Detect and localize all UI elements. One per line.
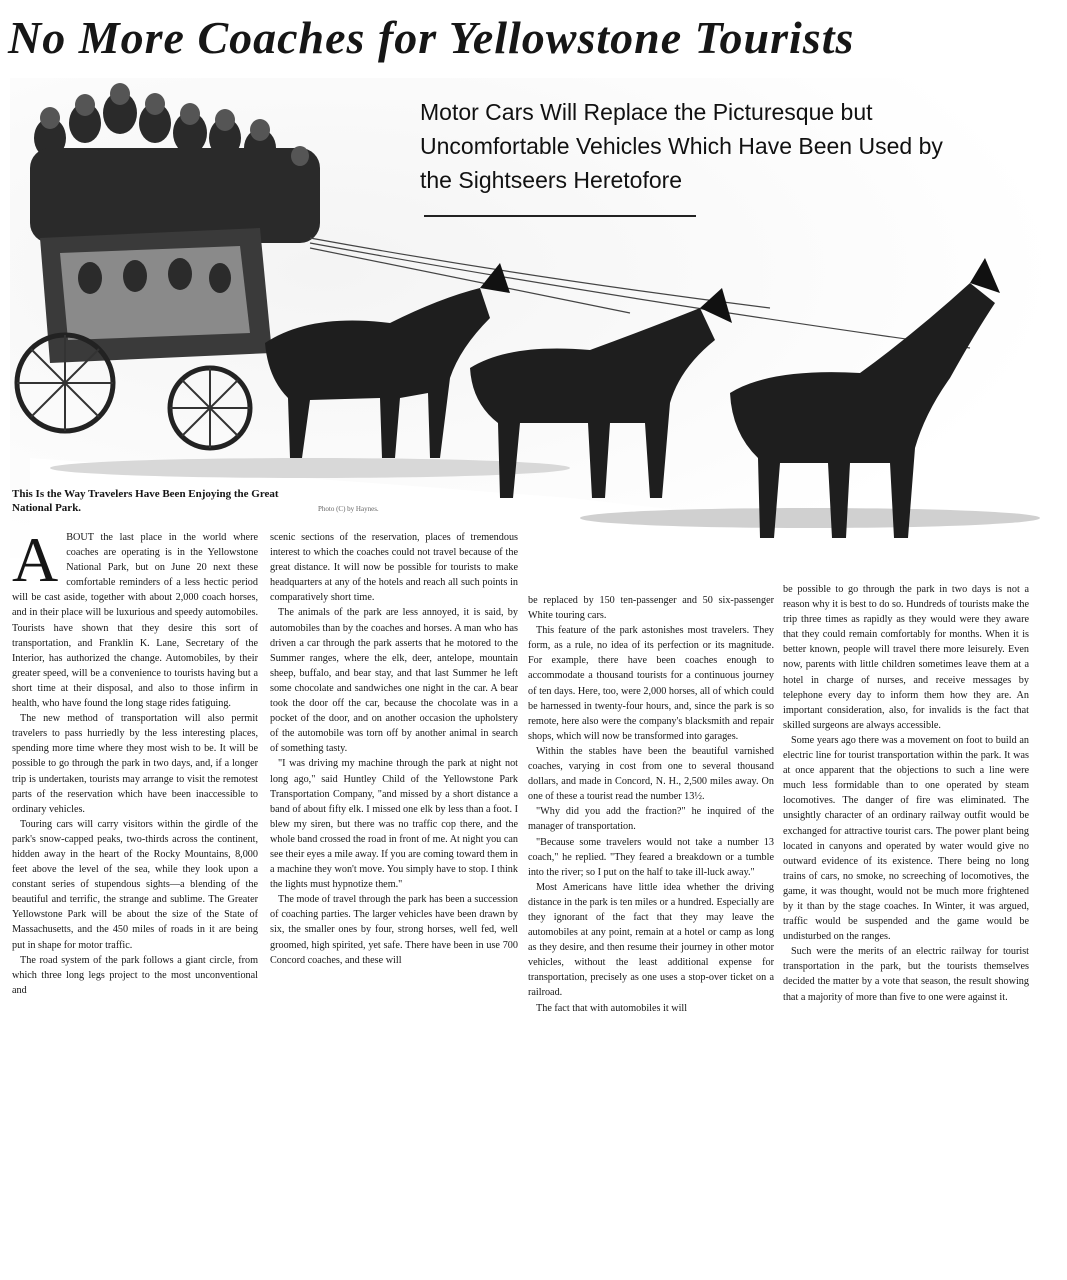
article-paragraph: The mode of travel through the park has been a succession of coaching parties. The larger vehicles have been drawn by six, the smaller ones by four, strong horses, well fed, well groomed, high spirited, yet safe. There have been in use 700 Concord coaches, and these will bbox=[270, 894, 518, 966]
photo-caption: This Is the Way Travelers Have Been Enjoying the Great National Park. bbox=[12, 488, 279, 514]
article-paragraph: The fact that with automobiles it will bbox=[536, 1002, 688, 1014]
article-column-1 bbox=[12, 530, 258, 1202]
article-paragraph: "I was driving my machine through the park at night not long ago," said Huntley Child of the Yellowstone Park Transportation Company, "and missed by a short distance a band of about fifty elk. I missed one elk by less than a foot. I blew my siren, but there was no traffic cop there, and the whole band crossed the road in front of me. At night you can see their eyes a mile away. If you are coming toward them in a machine they won't move. You simply have to stop. I think the lights must hypnotize them." bbox=[270, 758, 518, 891]
headline: No More Coaches for Yellowstone Tourists bbox=[8, 12, 855, 63]
photo-credit: Photo (C) by Haynes. bbox=[318, 505, 379, 513]
article-paragraph: be replaced by 150 ten-passenger and 50 six-passenger White touring cars. bbox=[528, 595, 774, 622]
subhead-divider bbox=[424, 215, 696, 217]
subheadline: Motor Cars Will Replace the Picturesque but Uncomfortable Vehicles Which Have Been Used by the Sightseers Heretofore bbox=[420, 99, 943, 193]
article-paragraph: Within the stables have been the beautiful varnished coaches, varying in cost from one to several thousand dollars, and made in Concord, N. H., 2,500 miles away. On one of these a tourist read the number 13½. bbox=[528, 745, 774, 803]
article-column-2 bbox=[270, 530, 518, 1202]
article-paragraph: The new method of transportation will also permit travelers to pass hurriedly by the less interesting places, spending more time where they most wish to be. It will be possible to go through the park in two days, and, if a longer trip is undertaken, tourists may arrange to visit the remotest parts of the reservation which have been inaccessible to ordinary vehicles. bbox=[12, 713, 258, 815]
article-paragraph: The road system of the park follows a giant circle, from which three long legs project to the most unconventional and bbox=[12, 954, 258, 996]
article-paragraph: Touring cars will carry visitors within the girdle of the park's snow-capped peaks, two-thirds across the continent, hidden away in the heart of the Rocky Mountains, 8,000 feet above the level of the sea, while they look upon a constant series of stupendous sights—a blending of the beautiful and terrific, the strange and sublime. The Greater Yellowstone Park will be about the size of the State of Massachusetts, and the 450 miles of roads in it are being put in shape for motor traffic. bbox=[12, 818, 258, 951]
article-paragraph: This feature of the park astonishes most travelers. They form, as a rule, no idea of its perfection or its magnitude. For example, there have been coaches enough to accommodate a thousand tourists for a continuous journey of ten days. Here, too, were 2,000 horses, all of which could be harnessed in twenty-four hours, and, since the park is so remote, here also were the company's blacksmith and repair shops, which will now be transformed into garages. bbox=[528, 625, 774, 742]
article-paragraph: Some years ago there was a movement on foot to build an electric line for tourist transportation within the park. It was at once apparent that the objections to such a line were much less formidable than to one operated by steam locomotives. The danger of fire was eliminated. The unsightly character of an ordinary railway outfit would be exchanged for attractive tourist cars. The power plant being located in canyons and operated by water would give no outward evidence of its existence. There being no long trains of cars, no smoke, no screeching of locomotives, the game, it was thought, would not be much more frightened by it than by the stage coaches. In Winter, it was argued, traffic would be suspended and the game would be undisturbed on the ranges. bbox=[783, 734, 1029, 943]
article-paragraph: Most Americans have little idea whether the driving distance in the park is ten miles or a hundred. Especially are they ignorant of the fact that they may leave the automobiles at any point, remain at a hotel or camp as long as they desire, and then resume their journey in other motor vehicles, without the least additional expense for transportation, precisely as one uses a stop-over ticket on a railroad. bbox=[528, 881, 774, 999]
article-paragraph: The animals of the park are less annoyed, it is said, by automobiles than by the coaches and horses. A man who has driven a car through the park asserts that he motored to the Summer ranges, where the elk, deer, antelope, mountain sheep, buffalo, and bear stay, and that last Summer he left some chocolate and sandwiches one night in the car. A bear took the door off the car, because the chocolate was in a pocket of the door, and on another occasion the upholstery of the automobile was torn off by another animal in search of something tasty. bbox=[270, 607, 518, 755]
article-paragraph: scenic sections of the reservation, places of tremendous interest to which the coaches could not travel because of the great distance. It will now be possible for tourists to make headquarters at any of the hotels and reach all such points in comparatively short time. bbox=[270, 532, 518, 604]
drop-cap: A bbox=[12, 530, 59, 595]
article-paragraph: ABOUT the last place in the world where coaches are operating is in the Yellowstone National Park, but on June 20 next these comfortable reminders of a less hectic period will be cast aside, together with about 2,000 coach horses, and in their place will be luxurious and speedy automobiles. Tourists have shown that they desire this sort of transportation, and Franklin K. Lane, Secretary of the Interior, has authorized the change. Automobiles, by their greater speed, will be a convenience to tourists having but a short time at their disposal, and also to those infirm in health, who have found the long stage rides fatiguing. bbox=[12, 530, 258, 710]
article-paragraph: be possible to go through the park in two days is not a reason why it is best to do so. Hundreds of tourists make the trip three times as rapidly as they would were they aware that they could remain comfortably for months. When it is better known, people will travel there more leisurely. Even now, parents with little children sometimes leave them at a hotel in charge of nurses, and receive messages by telephone every day to inform them how they are. An important consideration, also, for invalids is the fact that skilled surgeons are always accessible. bbox=[783, 584, 1029, 731]
article-paragraph: "Because some travelers would not take a number 13 coach," he replied. "They feared a breakdown or a tumble into the river; so I put on the half to take ill-luck away." bbox=[528, 836, 774, 878]
article-paragraph: "Why did you add the fraction?" he inquired of the manager of transportation. bbox=[528, 806, 774, 833]
article-column-3 bbox=[528, 593, 774, 1205]
article-paragraph: Such were the merits of an electric railway for tourist transportation in the park, but the tourists themselves decided the matter by a vote that season, the result showing that a majority of more than five to one were against it. bbox=[783, 946, 1029, 1003]
article-column-4 bbox=[783, 582, 1029, 1205]
